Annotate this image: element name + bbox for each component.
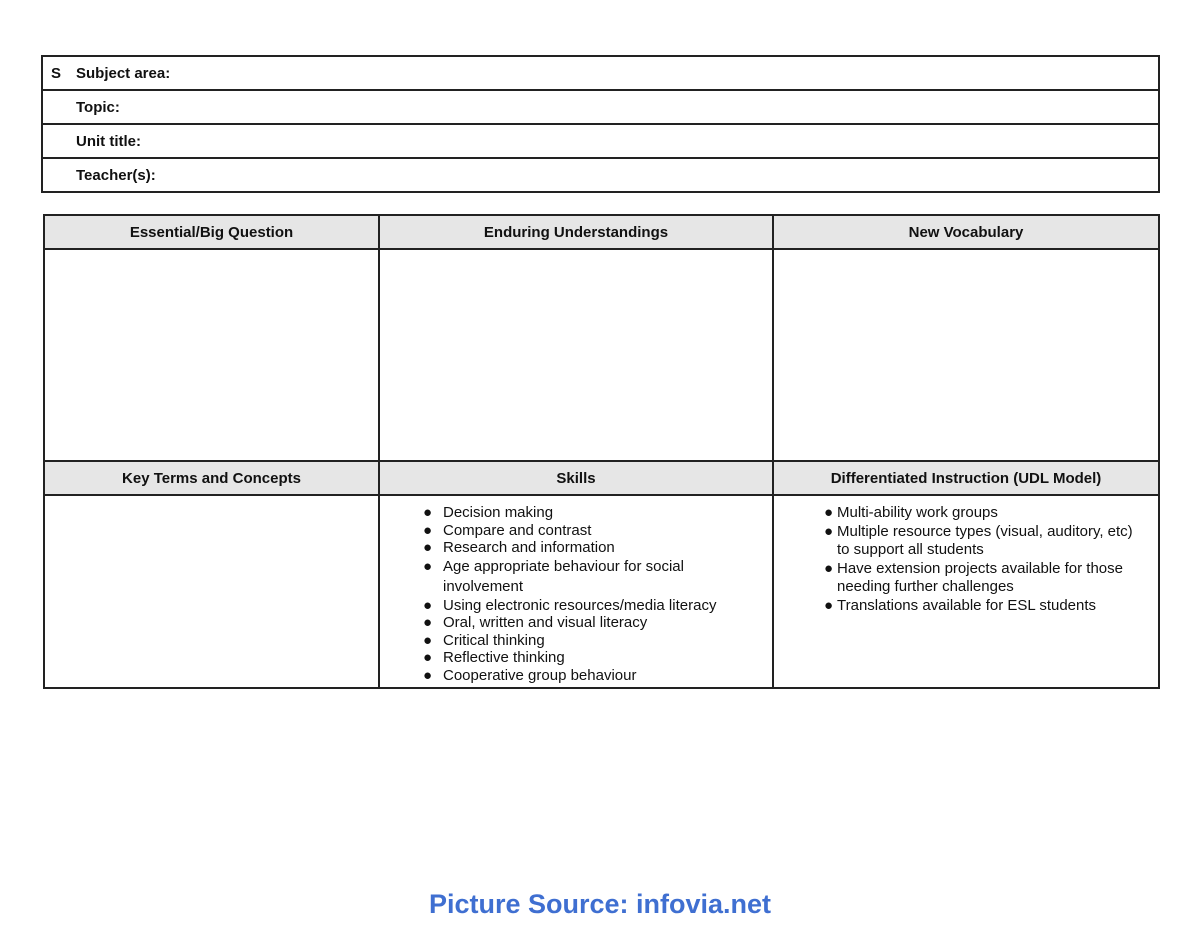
subject-area-label: Subject area: — [76, 64, 171, 82]
section-letter: S — [51, 64, 62, 82]
udl-list — [774, 496, 1158, 615]
bullet-icon: ● — [423, 631, 433, 649]
differentiated-instruction-cell — [774, 496, 1158, 687]
subject-area-row — [43, 57, 1158, 91]
new-vocabulary-cell — [774, 250, 1158, 462]
unit-info-table — [41, 55, 1160, 193]
list-item: ● Have extension projects available for those needing further challenges — [824, 559, 1123, 595]
topic-label: Topic: — [76, 98, 120, 116]
list-item: ● Multiple resource types (visual, auditory, etc) to support all students — [824, 522, 1133, 558]
unit-title-row — [43, 125, 1158, 159]
key-terms-cell — [45, 496, 380, 687]
bullet-icon: ● — [423, 666, 433, 684]
picture-source-credit: Picture Source: infovia.net — [428, 889, 772, 919]
key-terms-header: Key Terms and Concepts — [45, 462, 380, 496]
bullet-icon: ● — [824, 504, 834, 521]
bullet-icon: ● — [423, 649, 433, 666]
teachers-label: Teacher(s): — [76, 166, 156, 184]
unit-title-label: Unit title: — [76, 132, 141, 150]
list-item: ● Reflective thinking — [423, 649, 565, 666]
bullet-icon: ● — [423, 521, 433, 539]
essential-question-header: Essential/Big Question — [45, 216, 380, 250]
bullet-icon: ● — [423, 596, 433, 614]
list-item: ● Translations available for ESL students — [824, 596, 1097, 614]
bullet-icon: ● — [824, 559, 834, 577]
skills-cell — [380, 496, 774, 687]
skills-list — [380, 496, 772, 684]
bullet-icon: ● — [423, 614, 433, 631]
new-vocabulary-header: New Vocabulary — [774, 216, 1158, 250]
essential-question-cell — [45, 250, 380, 462]
list-item: ● Multi-ability work groups — [824, 504, 998, 521]
enduring-understandings-header: Enduring Understandings — [380, 216, 774, 250]
list-item: ● Research and information — [423, 539, 615, 556]
list-item: ● Using electronic resources/media literacy — [423, 596, 717, 614]
bullet-icon: ● — [423, 557, 433, 575]
list-item: ● Age appropriate behaviour for social involvement — [423, 557, 684, 595]
unit-planning-grid — [43, 214, 1160, 689]
skills-header: Skills — [380, 462, 774, 496]
list-item: ● Critical thinking — [423, 631, 545, 649]
list-item: ● Decision making — [423, 504, 554, 521]
topic-row — [43, 91, 1158, 125]
teachers-row — [43, 159, 1158, 191]
differentiated-instruction-header: Differentiated Instruction (UDL Model) — [774, 462, 1158, 496]
list-item: ● Compare and contrast — [423, 521, 592, 539]
bullet-icon: ● — [824, 596, 834, 614]
bullet-icon: ● — [423, 504, 433, 521]
enduring-understandings-cell — [380, 250, 774, 462]
bullet-icon: ● — [423, 539, 433, 556]
bullet-icon: ● — [824, 522, 834, 540]
list-item: ● Oral, written and visual literacy — [423, 614, 648, 631]
list-item: ● Cooperative group behaviour — [423, 666, 637, 684]
